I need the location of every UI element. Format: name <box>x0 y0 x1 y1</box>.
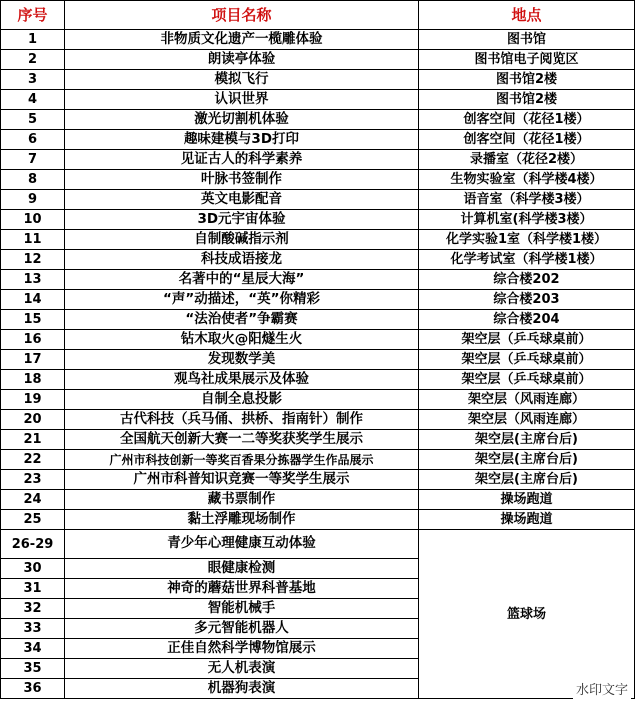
row-number: 5 <box>1 110 65 130</box>
table-row <box>1 530 635 559</box>
header-name: 项目名称 <box>65 1 419 30</box>
table-row <box>1 390 635 410</box>
table-row <box>1 410 635 430</box>
row-number: 21 <box>1 430 65 450</box>
row-number: 34 <box>1 639 65 659</box>
project-name: 智能机械手 <box>65 599 419 619</box>
project-name: “法治使者”争霸赛 <box>65 310 419 330</box>
project-name: 广州市科技创新一等奖百香果分拣器学生作品展示 <box>65 450 419 470</box>
table-row <box>1 230 635 250</box>
row-number: 30 <box>1 559 65 579</box>
row-number: 1 <box>1 30 65 50</box>
table-row <box>1 330 635 350</box>
project-place: 语音室（科学楼3楼） <box>419 190 635 210</box>
project-place: 创客空间（花径1楼） <box>419 110 635 130</box>
row-number: 33 <box>1 619 65 639</box>
project-place: 综合楼203 <box>419 290 635 310</box>
project-place: 架空层（乒乓球桌前） <box>419 370 635 390</box>
header-place: 地点 <box>419 1 635 30</box>
row-number: 8 <box>1 170 65 190</box>
project-place-merged: 篮球场 <box>419 530 635 699</box>
row-number: 12 <box>1 250 65 270</box>
table-row <box>1 30 635 50</box>
table-row <box>1 470 635 490</box>
row-number: 22 <box>1 450 65 470</box>
table-body <box>1 30 635 699</box>
table-row <box>1 50 635 70</box>
table-row <box>1 150 635 170</box>
row-number: 14 <box>1 290 65 310</box>
project-name: 自制酸碱指示剂 <box>65 230 419 250</box>
row-number: 26-29 <box>1 530 65 559</box>
project-place: 架空层（风雨连廊） <box>419 410 635 430</box>
row-number: 31 <box>1 579 65 599</box>
project-place: 操场跑道 <box>419 510 635 530</box>
project-place: 图书馆 <box>419 30 635 50</box>
project-name: 广州市科普知识竞赛一等奖学生展示 <box>65 470 419 490</box>
row-number: 15 <box>1 310 65 330</box>
row-number: 36 <box>1 679 65 699</box>
row-number: 20 <box>1 410 65 430</box>
table-row <box>1 70 635 90</box>
project-place: 化学考试室（科学楼1楼） <box>419 250 635 270</box>
row-number: 9 <box>1 190 65 210</box>
table-row <box>1 290 635 310</box>
project-place: 图书馆2楼 <box>419 70 635 90</box>
row-number: 4 <box>1 90 65 110</box>
project-name: 自制全息投影 <box>65 390 419 410</box>
project-name: 神奇的蘑菇世界科普基地 <box>65 579 419 599</box>
header-row <box>1 1 635 30</box>
project-name: 多元智能机器人 <box>65 619 419 639</box>
project-place: 架空层（乒乓球桌前） <box>419 350 635 370</box>
table-row <box>1 270 635 290</box>
project-name: 钻木取火@阳燧生火 <box>65 330 419 350</box>
project-place: 操场跑道 <box>419 490 635 510</box>
project-name: 朗读亭体验 <box>65 50 419 70</box>
table-row <box>1 210 635 230</box>
project-name: 趣味建模与3D打印 <box>65 130 419 150</box>
project-name: 正佳自然科学博物馆展示 <box>65 639 419 659</box>
project-name: 见证古人的科学素养 <box>65 150 419 170</box>
row-number: 35 <box>1 659 65 679</box>
project-place: 架空层(主席台后) <box>419 450 635 470</box>
project-name: 模拟飞行 <box>65 70 419 90</box>
project-place: 架空层（风雨连廊） <box>419 390 635 410</box>
project-name: 黏土浮雕现场制作 <box>65 510 419 530</box>
table-row <box>1 310 635 330</box>
row-number: 32 <box>1 599 65 619</box>
row-number: 7 <box>1 150 65 170</box>
project-place: 化学实验1室（科学楼1楼） <box>419 230 635 250</box>
watermark: 水印文字 <box>573 678 631 699</box>
project-place: 综合楼202 <box>419 270 635 290</box>
row-number: 11 <box>1 230 65 250</box>
project-name: “声”动描述，“英”你精彩 <box>65 290 419 310</box>
table-row <box>1 170 635 190</box>
table-row <box>1 250 635 270</box>
row-number: 19 <box>1 390 65 410</box>
project-name: 全国航天创新大赛一二等奖获奖学生展示 <box>65 430 419 450</box>
project-place: 架空层（乒乓球桌前） <box>419 330 635 350</box>
row-number: 25 <box>1 510 65 530</box>
project-place: 图书馆2楼 <box>419 90 635 110</box>
table-row <box>1 90 635 110</box>
project-name: 机器狗表演 <box>65 679 419 699</box>
project-place: 图书馆电子阅览区 <box>419 50 635 70</box>
project-name: 青少年心理健康互动体验 <box>65 530 419 559</box>
table-row <box>1 130 635 150</box>
row-number: 13 <box>1 270 65 290</box>
project-place: 录播室（花径2楼） <box>419 150 635 170</box>
table-row <box>1 190 635 210</box>
project-place: 综合楼204 <box>419 310 635 330</box>
project-name: 眼健康检测 <box>65 559 419 579</box>
project-name: 发现数学美 <box>65 350 419 370</box>
project-place: 生物实验室（科学楼4楼） <box>419 170 635 190</box>
row-number: 10 <box>1 210 65 230</box>
table-row <box>1 450 635 470</box>
table-row <box>1 350 635 370</box>
project-place: 计算机室(科学楼3楼） <box>419 210 635 230</box>
table-row <box>1 490 635 510</box>
project-name: 激光切割机体验 <box>65 110 419 130</box>
table-row <box>1 510 635 530</box>
project-name: 无人机表演 <box>65 659 419 679</box>
header-no: 序号 <box>1 1 65 30</box>
project-place: 架空层(主席台后) <box>419 430 635 450</box>
row-number: 24 <box>1 490 65 510</box>
project-name: 英文电影配音 <box>65 190 419 210</box>
project-name: 观鸟社成果展示及体验 <box>65 370 419 390</box>
row-number: 23 <box>1 470 65 490</box>
row-number: 18 <box>1 370 65 390</box>
project-name: 叶脉书签制作 <box>65 170 419 190</box>
project-name: 名著中的“星辰大海” <box>65 270 419 290</box>
project-name: 认识世界 <box>65 90 419 110</box>
table-row <box>1 370 635 390</box>
project-place: 架空层(主席台后) <box>419 470 635 490</box>
table-row <box>1 430 635 450</box>
project-name: 古代科技（兵马俑、拱桥、指南针）制作 <box>65 410 419 430</box>
project-name: 非物质文化遗产一榄雕体验 <box>65 30 419 50</box>
row-number: 16 <box>1 330 65 350</box>
row-number: 3 <box>1 70 65 90</box>
table-row <box>1 110 635 130</box>
project-place: 创客空间（花径1楼） <box>419 130 635 150</box>
row-number: 6 <box>1 130 65 150</box>
row-number: 17 <box>1 350 65 370</box>
project-name: 科技成语接龙 <box>65 250 419 270</box>
project-name: 3D元宇宙体验 <box>65 210 419 230</box>
project-name: 藏书票制作 <box>65 490 419 510</box>
row-number: 2 <box>1 50 65 70</box>
